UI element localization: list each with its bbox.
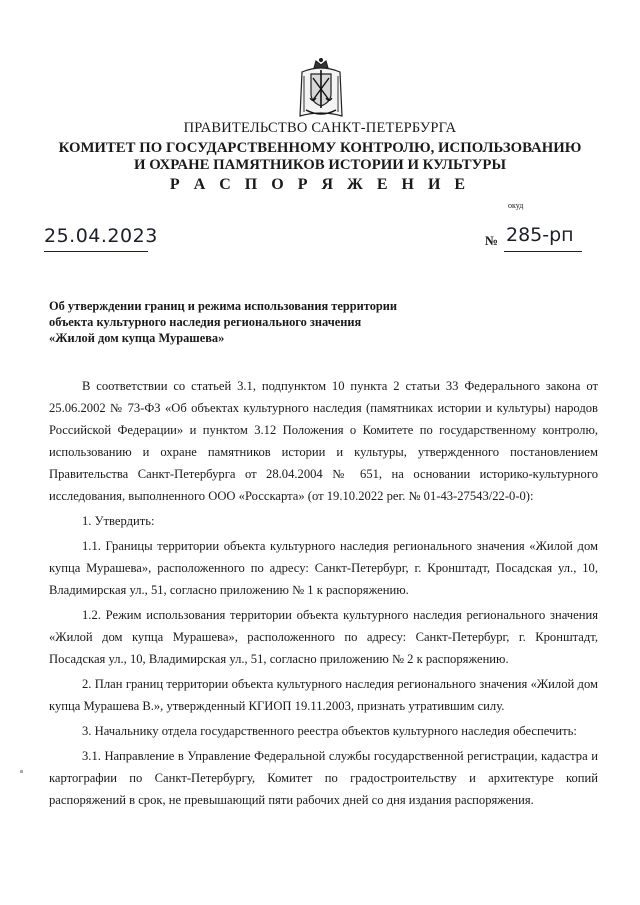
committee-name-line1: КОМИТЕТ ПО ГОСУДАРСТВЕННОМУ КОНТРОЛЮ, ИСПОЛЬЗОВАНИЮ <box>58 140 582 156</box>
document-date: 25.04.2023 <box>44 225 158 247</box>
coat-of-arms-icon <box>296 58 346 120</box>
body-paragraph: 1. Утвердить: <box>82 514 155 528</box>
body-paragraph: 2. План границ территории объекта культурного наследия регионального значения «Жилой дом купца Мурашева В.», утвержденный КГИОП 19.11.2003, признать утратившим силу. <box>49 677 598 713</box>
scan-dot <box>20 770 23 773</box>
subject-line1: Об утверждении границ и режима использования территории <box>49 299 398 313</box>
subject-line3: «Жилой дом купца Мурашева» <box>49 331 225 345</box>
document-subject <box>49 298 469 346</box>
committee-name-line2: И ОХРАНЕ ПАМЯТНИКОВ ИСТОРИИ И КУЛЬТУРЫ <box>133 157 506 173</box>
document-number: 285-рп <box>506 224 574 246</box>
body-paragraph: 3. Начальнику отдела государственного реестра объектов культурного наследия обеспечить: <box>82 724 577 738</box>
date-underline <box>44 251 148 252</box>
body-paragraph: 3.1. Направление в Управление Федеральной службы государственной регистрации, кадастра и картографии по Санкт-Петербургу, Комитет по градостроительству и архитектуре копий распоряжений в срок, не превышающий пяти рабочих дней со дня издания распоряжения. <box>49 749 598 807</box>
document-type: Р А С П О Р Я Ж Е Н И Е <box>169 176 471 193</box>
okud-label: окуд <box>508 201 524 210</box>
body-paragraph: В соответствии со статьей 3.1, подпунктом 10 пункта 2 статьи 33 Федерального закона от 25.06.2002 № 73-ФЗ «Об объектах культурного наследия (памятниках истории и культуры) народов Российской Федерации» и пунктом 3.12 Положения о Комитете по государственному контролю, использованию и охране памятников истории и культуры, утвержденного постановлением Правительства Санкт-Петербурга от 28.04.2004 № 651, на основании историко-культурного исследования, выполненного ООО «Росскарта» (от 19.10.2022 рег. № 01-43-27543/22-0-0): <box>49 379 598 503</box>
number-sign: № <box>485 233 499 248</box>
government-name: ПРАВИТЕЛЬСТВО САНКТ-ПЕТЕРБУРГА <box>183 120 457 136</box>
body-paragraph: 1.2. Режим использования территории объекта культурного наследия регионального значения «Жилой дом купца Мурашева», расположенного по адресу: Санкт-Петербург, г. Кронштадт, Посадская ул., 10, Владимирская ул., 51, согласно приложению № 2 к распоряжению. <box>49 608 598 666</box>
body-paragraph: 1.1. Границы территории объекта культурного наследия регионального значения «Жилой дом купца Мурашева», расположенного по адресу: Санкт-Петербург, г. Кронштадт, Посадская ул., 10, Владимирская ул., 51, согласно приложению № 1 к распоряжению. <box>49 539 598 597</box>
document-body <box>49 375 598 814</box>
number-underline <box>504 251 582 252</box>
subject-line2: объекта культурного наследия регионального значения <box>49 315 362 329</box>
committee-name <box>0 140 640 174</box>
